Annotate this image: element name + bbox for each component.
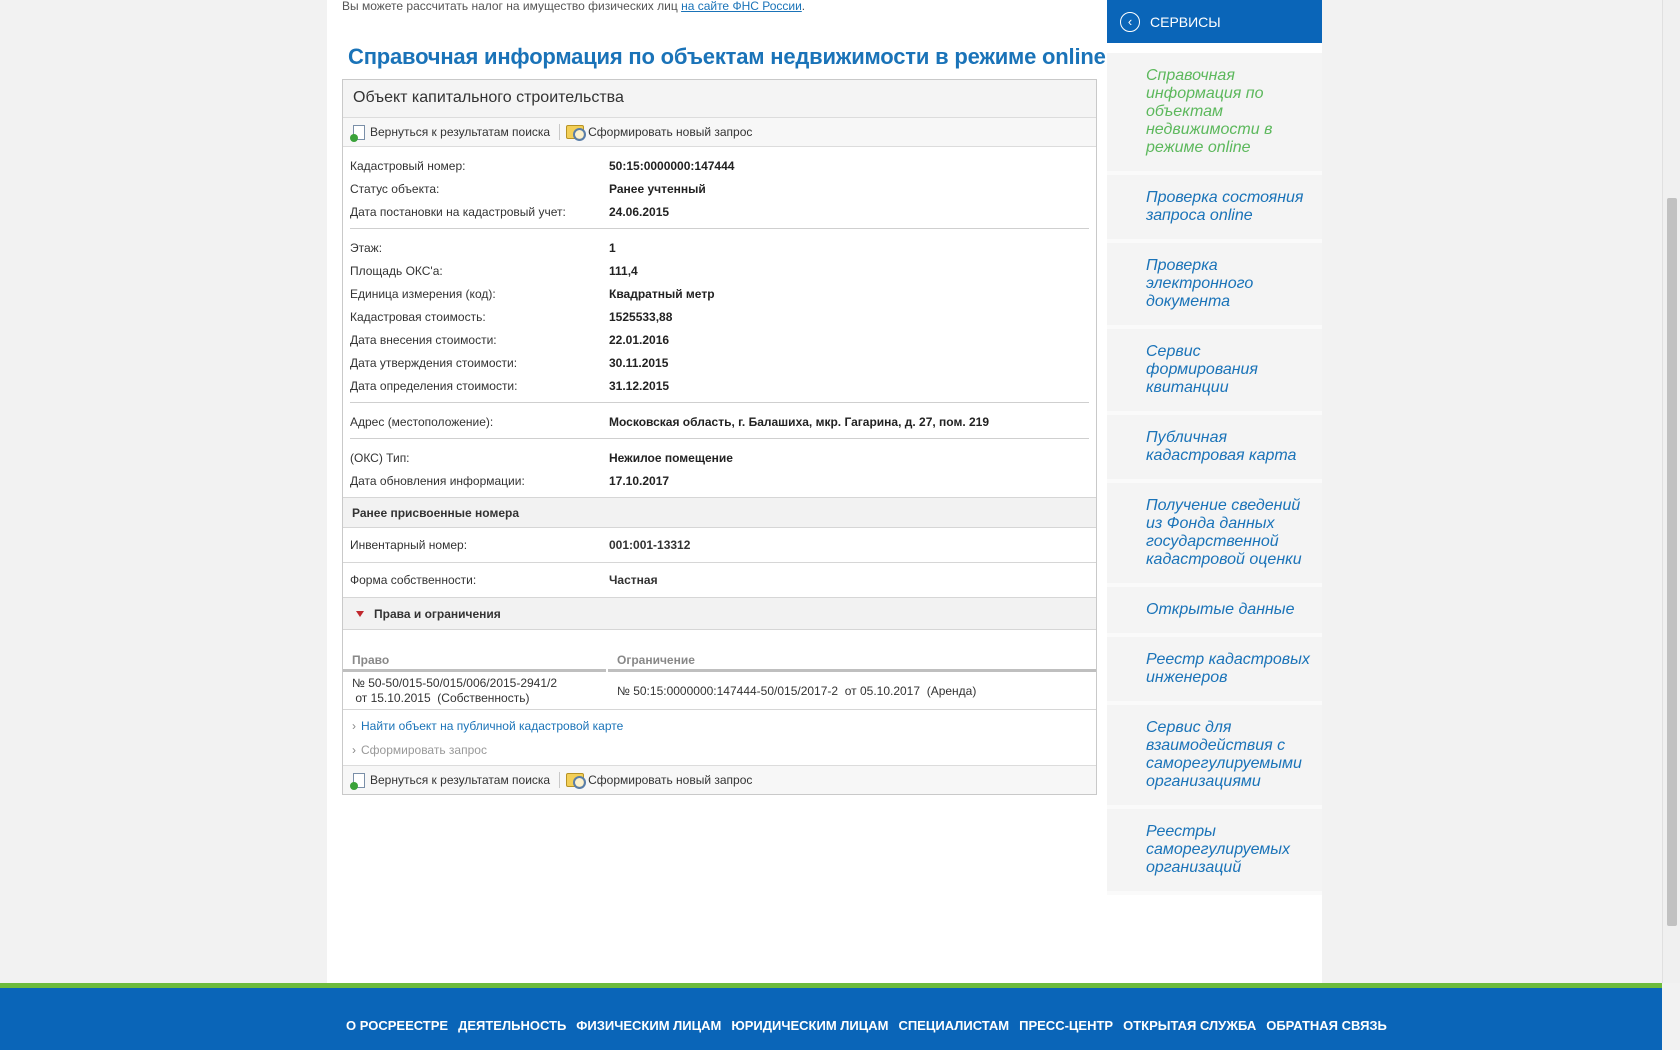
services-title: СЕРВИСЫ: [1150, 13, 1221, 30]
inventory-row: [343, 528, 1096, 563]
new-query-label: Сформировать новый запрос: [588, 125, 753, 139]
detail-label: Дата внесения стоимости:: [350, 332, 497, 347]
detail-value: 17.10.2017: [609, 473, 670, 488]
detail-row: [350, 154, 1089, 177]
detail-row: [350, 351, 1089, 374]
detail-value: 22.01.2016: [609, 332, 670, 347]
column-header-restriction: Ограничение: [608, 648, 1096, 672]
tax-note-suffix: .: [801, 0, 806, 13]
back-to-results-label: Вернуться к результатам поиска: [370, 125, 551, 139]
footer-link-activity[interactable]: ДЕЯТЕЛЬНОСТЬ: [458, 1018, 567, 1033]
detail-row: [350, 305, 1089, 328]
new-query-label: Сформировать новый запрос: [588, 773, 753, 787]
bottom-toolbar: [343, 765, 1096, 794]
footer-link-feedback[interactable]: ОБРАТНАЯ СВЯЗЬ: [1266, 1018, 1387, 1033]
detail-row: [350, 177, 1089, 200]
footer-link-individuals[interactable]: ФИЗИЧЕСКИМ ЛИЦАМ: [576, 1018, 722, 1033]
folder-search-icon: [566, 125, 584, 139]
sidebar-item-engineers-registry[interactable]: Реестр кадастровых инженеров: [1107, 637, 1322, 705]
ownership-label: Форма собственности:: [350, 573, 477, 587]
panel-links: [343, 710, 1096, 765]
detail-row: [350, 374, 1089, 397]
back-to-results-label: Вернуться к результатам поиска: [370, 773, 551, 787]
document-back-icon: [353, 773, 365, 788]
detail-value: 1525533,88: [609, 309, 673, 324]
chevron-right-icon: ›: [352, 719, 356, 733]
restriction-cell: № 50:15:0000000:147444-50/015/2017-2 от 05.10.2017 (Аренда): [617, 683, 977, 698]
details-group-cost: [350, 229, 1089, 403]
detail-row: [350, 282, 1089, 305]
tax-note: [342, 0, 805, 12]
right-date: от 15.10.2015 (Собственность): [352, 691, 530, 705]
chevron-left-icon[interactable]: ‹: [1120, 12, 1140, 32]
new-query-button[interactable]: [566, 773, 752, 787]
toolbar-separator: [559, 124, 560, 140]
folder-search-icon: [566, 773, 584, 787]
sidebar-item-sro-interaction[interactable]: Сервис для взаимодействия с саморегулируемыми организациями: [1107, 705, 1322, 809]
top-toolbar: [343, 118, 1096, 147]
services-sidebar: [1107, 0, 1322, 895]
sidebar-item-reference-info[interactable]: Справочная информация по объектам недвижимости в режиме online: [1107, 53, 1322, 175]
page-scrollbar[interactable]: [1662, 0, 1680, 983]
inventory-label: Инвентарный номер:: [350, 538, 468, 552]
page-title: Справочная информация по объектам недвижимости в режиме online: [348, 44, 1106, 69]
services-header[interactable]: [1107, 0, 1322, 43]
detail-row: [350, 446, 1089, 469]
scrollbar-thumb[interactable]: [1667, 198, 1677, 926]
detail-value: Ранее учтенный: [609, 181, 706, 196]
sidebar-item-public-map[interactable]: Публичная кадастровая карта: [1107, 415, 1322, 483]
detail-row: [350, 200, 1089, 223]
request-link-row[interactable]: [352, 738, 1096, 762]
ownership-value: Частная: [609, 573, 658, 587]
detail-label: Адрес (местоположение):: [350, 414, 494, 429]
sidebar-item-open-data[interactable]: Открытые данные: [1107, 587, 1322, 637]
detail-label: Этаж:: [350, 240, 383, 255]
sidebar-item-receipt-service[interactable]: Сервис формирования квитанции: [1107, 329, 1322, 415]
detail-value: 31.12.2015: [609, 378, 670, 393]
detail-label: Кадастровая стоимость:: [350, 309, 486, 324]
right-cell: [343, 672, 606, 709]
detail-label: Площадь ОКС'а:: [350, 263, 443, 278]
detail-label: Дата определения стоимости:: [350, 378, 518, 393]
detail-value: 24.06.2015: [609, 204, 670, 219]
make-request-link[interactable]: Сформировать запрос: [361, 743, 487, 757]
detail-value: 1: [609, 240, 616, 255]
detail-row: [350, 259, 1089, 282]
column-header-right: Право: [343, 648, 606, 672]
triangle-down-icon: [356, 611, 364, 617]
new-query-button[interactable]: [566, 125, 752, 139]
rights-table: [343, 648, 1096, 710]
footer-link-press-center[interactable]: ПРЕСС-ЦЕНТР: [1019, 1018, 1114, 1033]
sidebar-item-sro-registries[interactable]: Реестры саморегулируемых организаций: [1107, 809, 1322, 895]
detail-value: Московская область, г. Балашиха, мкр. Гагарина, д. 27, пом. 219: [609, 414, 990, 429]
detail-value: 111,4: [609, 263, 638, 278]
footer-nav: [346, 1018, 1397, 1033]
detail-value: 50:15:0000000:147444: [609, 158, 735, 173]
footer-link-specialists[interactable]: СПЕЦИАЛИСТАМ: [898, 1018, 1010, 1033]
footer-link-open-service[interactable]: ОТКРЫТАЯ СЛУЖБА: [1123, 1018, 1257, 1033]
prev-numbers-heading: Ранее присвоенные номера: [343, 497, 1096, 528]
table-row: [343, 672, 1096, 710]
toolbar-separator: [559, 772, 560, 788]
footer: [0, 983, 1662, 1050]
sidebar-item-valuation-fund[interactable]: Получение сведений из Фонда данных государственной кадастровой оценки: [1107, 483, 1322, 587]
detail-label: Дата постановки на кадастровый учет:: [350, 204, 566, 219]
details-group-address: [350, 403, 1089, 439]
detail-value: Квадратный метр: [609, 286, 715, 301]
details-group-type: [350, 439, 1089, 497]
map-link-row[interactable]: [352, 714, 1096, 738]
detail-row: [350, 410, 1089, 433]
object-panel: [342, 79, 1097, 795]
detail-label: (ОКС) Тип:: [350, 450, 410, 465]
right-number: № 50-50/015-50/015/006/2015-2941/2: [352, 676, 558, 690]
sidebar-item-e-document-check[interactable]: Проверка электронного документа: [1107, 243, 1322, 329]
detail-row: [350, 236, 1089, 259]
rights-toggle[interactable]: [343, 598, 1096, 630]
detail-label: Кадастровый номер:: [350, 158, 466, 173]
footer-link-about[interactable]: О РОСРЕЕСТРЕ: [346, 1018, 449, 1033]
detail-row: [350, 469, 1089, 492]
detail-label: Дата утверждения стоимости:: [350, 355, 518, 370]
chevron-right-icon: ›: [352, 743, 356, 757]
object-details: [343, 147, 1096, 497]
back-to-results-button[interactable]: [351, 125, 550, 140]
detail-label: Статус объекта:: [350, 181, 440, 196]
footer-link-legal-entities[interactable]: ЮРИДИЧЕСКИМ ЛИЦАМ: [731, 1018, 889, 1033]
details-group-registration: [350, 147, 1089, 229]
rights-table-header: [343, 648, 1096, 672]
detail-label: Единица измерения (код):: [350, 286, 496, 301]
panel-title: Объект капитального строительства: [343, 80, 1096, 118]
tax-note-text: Вы можете рассчитать налог на имущество физических лиц: [342, 0, 682, 13]
detail-value: 30.11.2015: [609, 355, 669, 370]
detail-value: Нежилое помещение: [609, 450, 733, 465]
document-back-icon: [353, 125, 365, 140]
ownership-row: [343, 563, 1096, 598]
rights-heading: Права и ограничения: [374, 606, 501, 621]
sidebar-item-request-status[interactable]: Проверка состояния запроса online: [1107, 175, 1322, 243]
public-map-link[interactable]: Найти объект на публичной кадастровой карте: [361, 719, 624, 733]
detail-label: Дата обновления информации:: [350, 473, 525, 488]
back-to-results-button[interactable]: [351, 773, 550, 788]
detail-row: [350, 328, 1089, 351]
fns-link[interactable]: на сайте ФНС России: [681, 0, 802, 13]
services-list: [1107, 53, 1322, 895]
inventory-value: 001:001-13312: [609, 538, 691, 552]
